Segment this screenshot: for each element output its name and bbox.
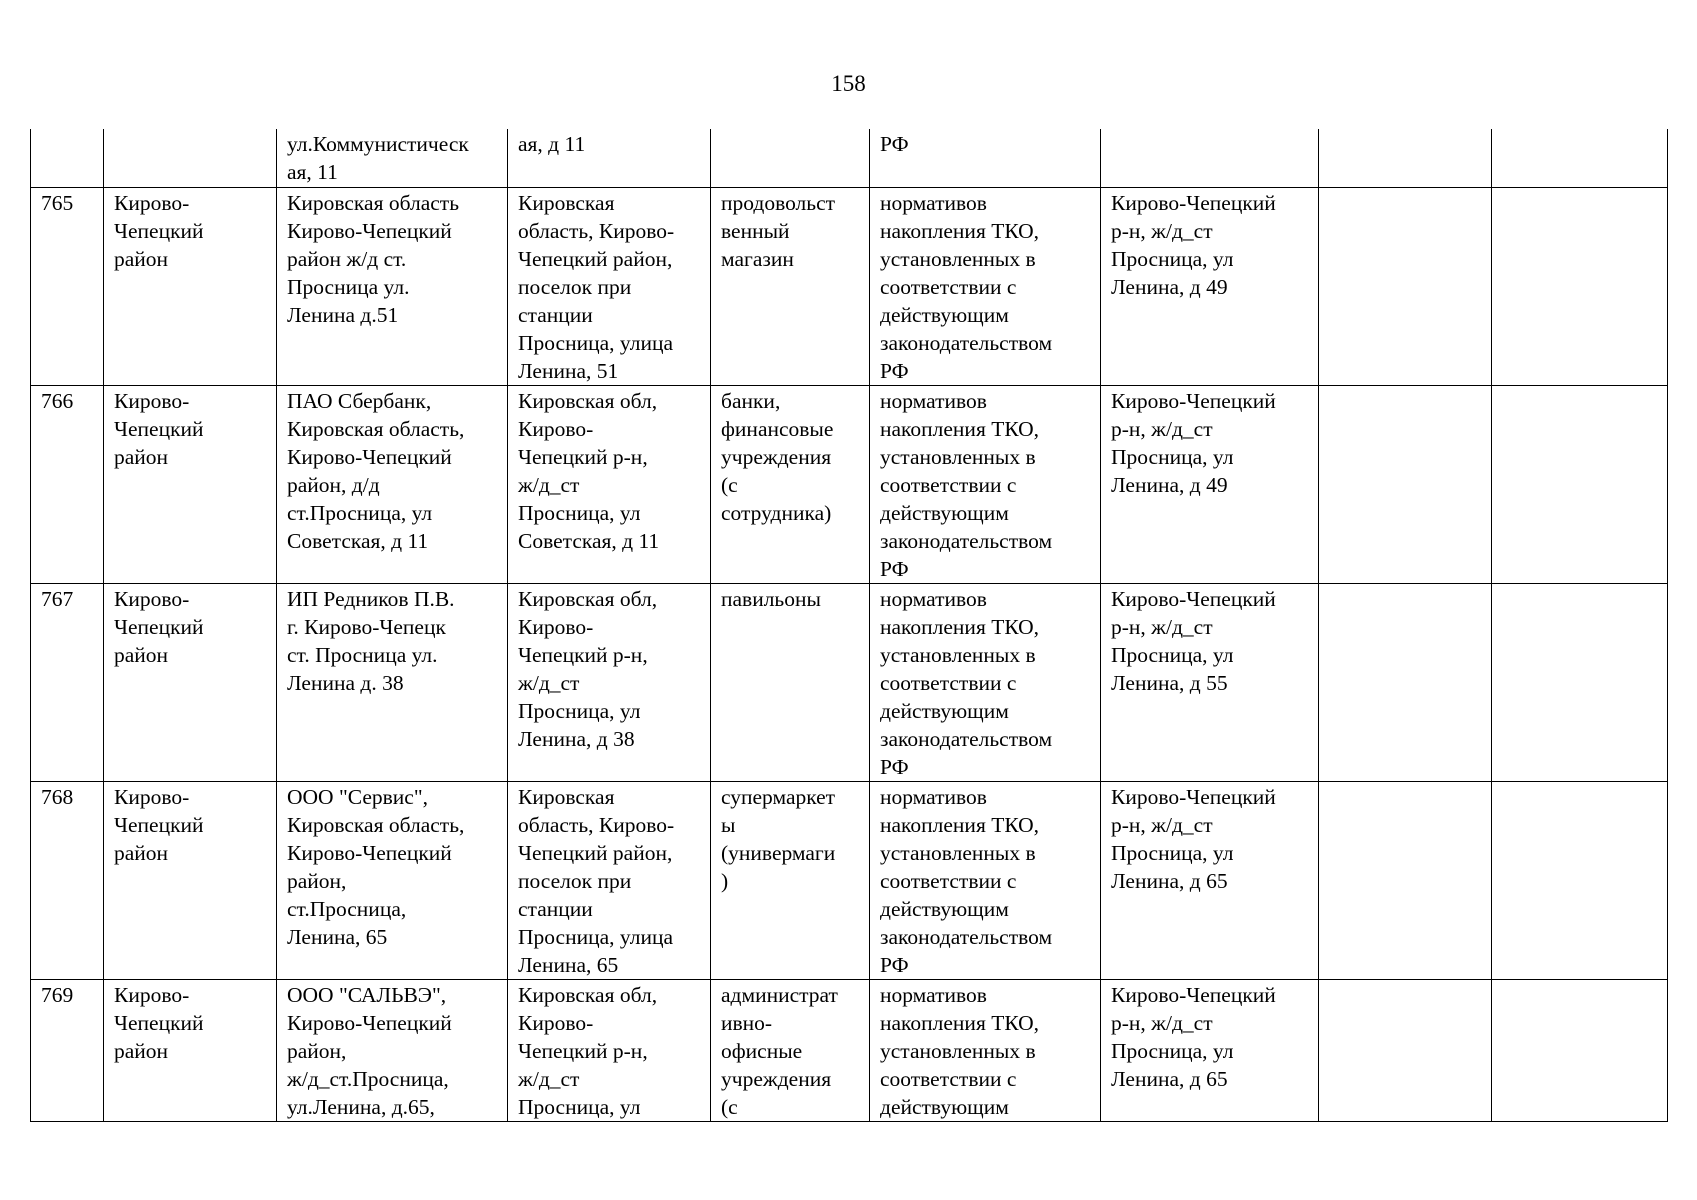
cell-num: 765 xyxy=(31,187,104,385)
cell-address: Кировская обл, Кирово- Чепецкий р-н, ж/д_ст Просница, ул Ленина, д 38 xyxy=(508,583,711,781)
cell-norm: РФ xyxy=(870,129,1101,187)
cell-norm: нормативов накопления ТКО, установленных в соответствии с действующим законодательством РФ xyxy=(870,781,1101,979)
cell-address: Кировская обл, Кирово- Чепецкий р-н, ж/д_ст Просница, ул xyxy=(508,979,711,1121)
cell-address: Кировская область, Кирово- Чепецкий район, поселок при станции Просница, улица Ленина, 65 xyxy=(508,781,711,979)
cell-num: 767 xyxy=(31,583,104,781)
cell-extra2 xyxy=(1492,129,1668,187)
cell-extra2 xyxy=(1492,187,1668,385)
cell-extra1 xyxy=(1319,385,1492,583)
registry-table xyxy=(30,129,1668,1122)
cell-site: Кирово-Чепецкий р-н, ж/д_ст Просница, ул Ленина, д 49 xyxy=(1101,187,1319,385)
table-row xyxy=(31,187,1668,385)
cell-extra1 xyxy=(1319,129,1492,187)
cell-num xyxy=(31,129,104,187)
cell-category: павильоны xyxy=(711,583,870,781)
table-row xyxy=(31,781,1668,979)
cell-owner: Кировская область Кирово-Чепецкий район ж/д ст. Просница ул. Ленина д.51 xyxy=(277,187,508,385)
cell-owner: ИП Редников П.В. г. Кирово-Чепецк ст. Просница ул. Ленина д. 38 xyxy=(277,583,508,781)
cell-owner: ПАО Сбербанк, Кировская область, Кирово-Чепецкий район, д/д ст.Просница, ул Советская, д 11 xyxy=(277,385,508,583)
cell-owner: ул.Коммунистическ ая, 11 xyxy=(277,129,508,187)
cell-category xyxy=(711,129,870,187)
cell-num: 768 xyxy=(31,781,104,979)
cell-norm: нормативов накопления ТКО, установленных в соответствии с действующим законодательством РФ xyxy=(870,385,1101,583)
table-body xyxy=(31,129,1668,1121)
cell-owner: ООО "Сервис", Кировская область, Кирово-Чепецкий район, ст.Просница, Ленина, 65 xyxy=(277,781,508,979)
cell-district: Кирово- Чепецкий район xyxy=(104,979,277,1121)
cell-owner: ООО "САЛЬВЭ", Кирово-Чепецкий район, ж/д_ст.Просница, ул.Ленина, д.65, xyxy=(277,979,508,1121)
cell-extra2 xyxy=(1492,979,1668,1121)
cell-address: ая, д 11 xyxy=(508,129,711,187)
cell-site: Кирово-Чепецкий р-н, ж/д_ст Просница, ул Ленина, д 65 xyxy=(1101,781,1319,979)
table-row-continuation xyxy=(31,129,1668,187)
cell-extra2 xyxy=(1492,385,1668,583)
page-number: 158 xyxy=(831,71,866,96)
cell-norm: нормативов накопления ТКО, установленных в соответствии с действующим законодательством РФ xyxy=(870,583,1101,781)
cell-category: продовольст венный магазин xyxy=(711,187,870,385)
cell-district: Кирово- Чепецкий район xyxy=(104,187,277,385)
cell-site: Кирово-Чепецкий р-н, ж/д_ст Просница, ул Ленина, д 49 xyxy=(1101,385,1319,583)
cell-extra2 xyxy=(1492,781,1668,979)
cell-norm: нормативов накопления ТКО, установленных в соответствии с действующим законодательством РФ xyxy=(870,187,1101,385)
cell-category: супермаркет ы (универмаги ) xyxy=(711,781,870,979)
cell-site xyxy=(1101,129,1319,187)
cell-extra2 xyxy=(1492,583,1668,781)
cell-extra1 xyxy=(1319,979,1492,1121)
cell-site: Кирово-Чепецкий р-н, ж/д_ст Просница, ул Ленина, д 55 xyxy=(1101,583,1319,781)
cell-district: Кирово- Чепецкий район xyxy=(104,583,277,781)
cell-extra1 xyxy=(1319,583,1492,781)
cell-category: администрат ивно- офисные учреждения (с xyxy=(711,979,870,1121)
cell-district: Кирово- Чепецкий район xyxy=(104,385,277,583)
cell-site: Кирово-Чепецкий р-н, ж/д_ст Просница, ул Ленина, д 65 xyxy=(1101,979,1319,1121)
cell-category: банки, финансовые учреждения (с сотрудника) xyxy=(711,385,870,583)
table-row xyxy=(31,979,1668,1121)
table-row xyxy=(31,385,1668,583)
cell-address: Кировская обл, Кирово- Чепецкий р-н, ж/д_ст Просница, ул Советская, д 11 xyxy=(508,385,711,583)
cell-district: Кирово- Чепецкий район xyxy=(104,781,277,979)
cell-address: Кировская область, Кирово- Чепецкий район, поселок при станции Просница, улица Ленина, 51 xyxy=(508,187,711,385)
cell-num: 769 xyxy=(31,979,104,1121)
cell-norm: нормативов накопления ТКО, установленных в соответствии с действующим xyxy=(870,979,1101,1121)
cell-extra1 xyxy=(1319,781,1492,979)
table-row xyxy=(31,583,1668,781)
cell-num: 766 xyxy=(31,385,104,583)
cell-district xyxy=(104,129,277,187)
cell-extra1 xyxy=(1319,187,1492,385)
